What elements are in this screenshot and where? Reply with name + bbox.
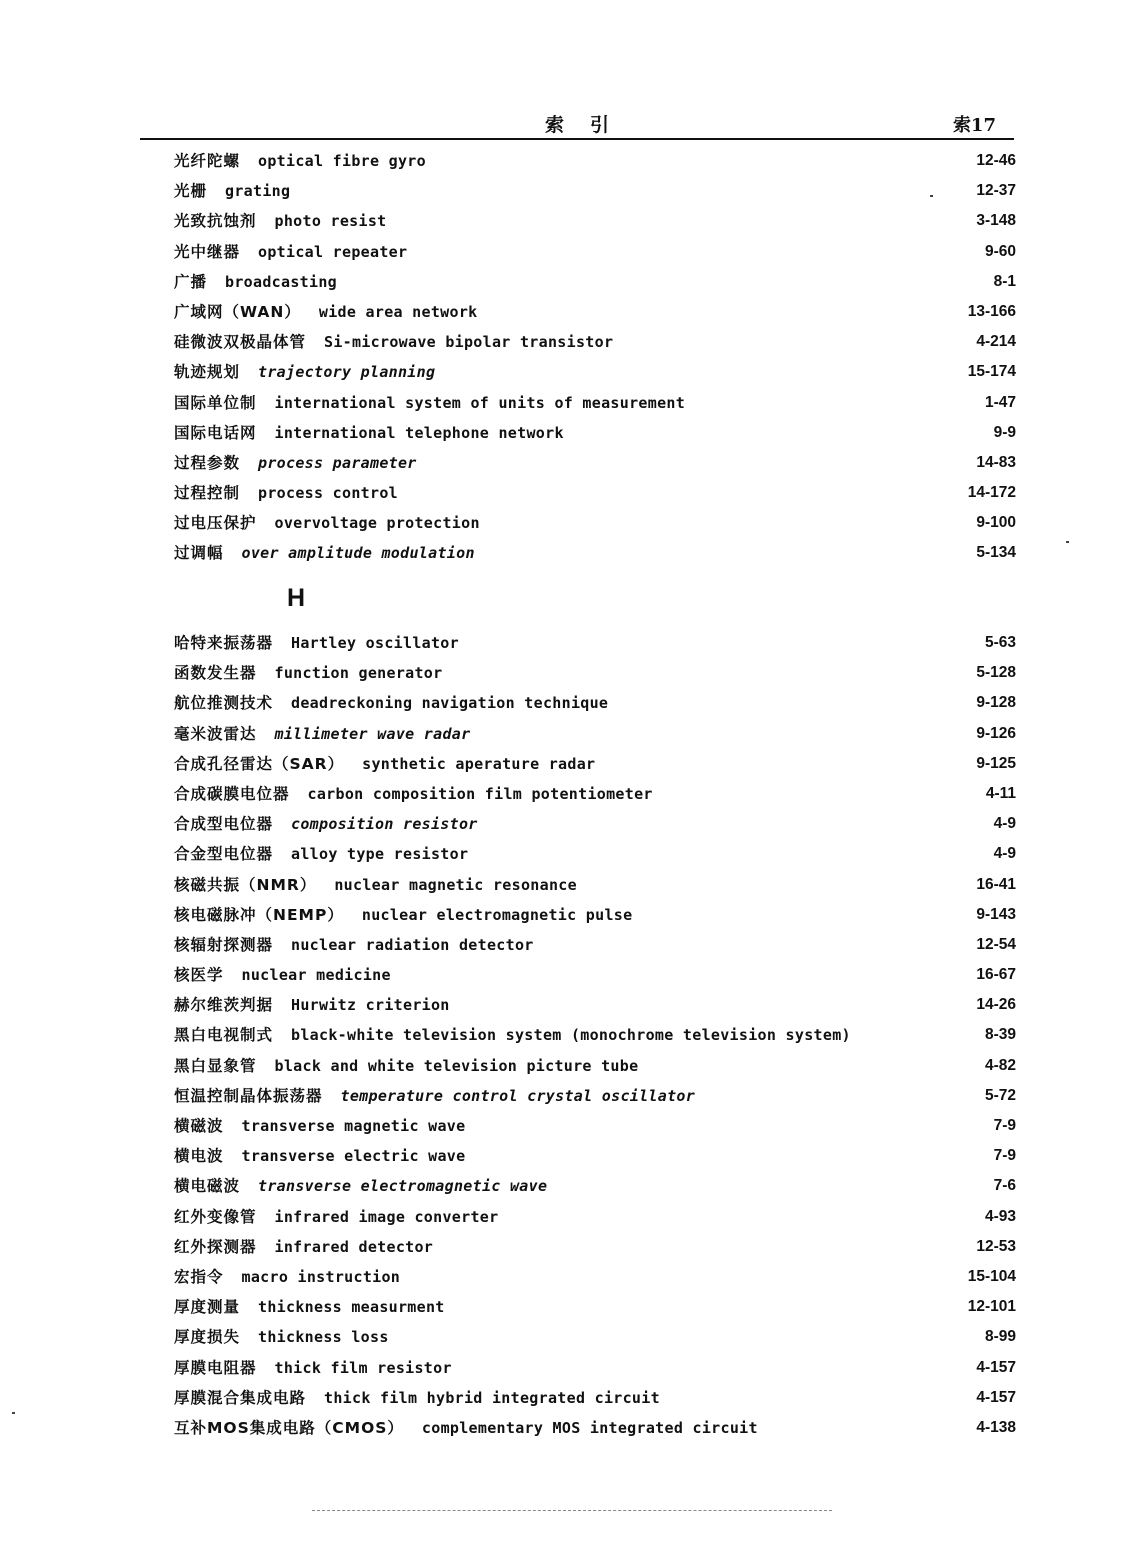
index-entry	[174, 237, 1016, 267]
entry-english-term: process control	[258, 484, 398, 503]
entry-chinese-term: 赫尔维茨判据	[174, 996, 274, 1015]
index-entry	[174, 809, 1016, 839]
header-title: 索引	[544, 114, 635, 136]
entry-page-reference: 8-39	[984, 1026, 1016, 1044]
entry-english-term: thick film resistor	[274, 1358, 452, 1377]
entry-chinese-term: 厚度损失	[174, 1328, 241, 1347]
entry-chinese-term: 黑白电视制式	[174, 1026, 274, 1045]
index-entry	[174, 930, 1016, 960]
index-entry	[174, 1353, 1016, 1383]
index-entry	[174, 1202, 1016, 1232]
entry-page-reference: 4-82	[984, 1056, 1016, 1074]
entry-page-reference: 1-47	[984, 393, 1016, 411]
index-entry	[174, 779, 1016, 809]
entry-english-term: international telephone network	[274, 423, 564, 442]
entry-chinese-term: 横电波	[174, 1147, 224, 1166]
index-entry	[174, 448, 1016, 478]
entry-chinese-term: 毫米波雷达	[174, 724, 257, 743]
entry-english-term: broadcasting	[225, 272, 337, 291]
entry-chinese-term: 光栅	[174, 182, 208, 201]
index-entry	[174, 1081, 1016, 1111]
entry-chinese-term: 过电压保护	[174, 514, 257, 533]
entry-page-reference: 9-128	[976, 694, 1016, 712]
index-entry	[174, 839, 1016, 869]
index-entry	[174, 1322, 1016, 1352]
index-entry	[174, 900, 1016, 930]
entry-page-reference: 12-101	[967, 1298, 1016, 1316]
entry-page-reference: 9-9	[993, 423, 1016, 441]
entry-page-reference: 13-166	[967, 302, 1016, 320]
entry-page-reference: 9-125	[976, 754, 1016, 772]
entry-chinese-term: 合成孔径雷达（SAR）	[174, 754, 345, 773]
entry-english-term: thickness measurment	[258, 1298, 445, 1317]
entry-chinese-term: 硅微波双极晶体管	[174, 333, 307, 352]
index-entry	[174, 870, 1016, 900]
entry-chinese-term: 光致抗蚀剂	[174, 212, 257, 231]
entry-english-term: temperature control crystal oscillator	[340, 1086, 696, 1105]
entry-english-term: nuclear magnetic resonance	[334, 875, 577, 894]
entry-chinese-term: 红外探测器	[174, 1237, 257, 1256]
entry-chinese-term: 光中继器	[174, 242, 241, 261]
entry-english-term: infrared detector	[274, 1237, 434, 1256]
index-entry	[174, 1262, 1016, 1292]
entry-english-term: infrared image converter	[274, 1207, 499, 1226]
entry-page-reference: 4-138	[976, 1418, 1016, 1436]
entry-page-reference: 16-67	[976, 966, 1016, 984]
entry-page-reference: 9-100	[976, 514, 1016, 532]
index-entry	[174, 146, 1016, 176]
entry-chinese-term: 核磁共振（NMR）	[174, 875, 317, 894]
entry-english-term: optical fibre gyro	[258, 152, 426, 170]
entry-chinese-term: 厚膜电阻器	[174, 1358, 257, 1377]
entry-page-reference: 8-99	[984, 1328, 1016, 1346]
index-entry	[174, 960, 1016, 990]
entry-chinese-term: 航位推测技术	[174, 694, 274, 713]
index-entry	[174, 1292, 1016, 1322]
entry-english-term: black-white television system (monochrome television system)	[291, 1026, 851, 1045]
index-entry	[174, 1171, 1016, 1201]
index-entry	[174, 1020, 1016, 1050]
entry-chinese-term: 过程参数	[174, 453, 241, 472]
entry-english-term: process parameter	[258, 453, 417, 472]
entry-english-term: over amplitude modulation	[241, 544, 475, 563]
bottom-rule	[312, 1510, 832, 1511]
entry-english-term: macro instruction	[241, 1267, 401, 1286]
entry-english-term: international system of units of measurement	[274, 393, 686, 412]
entry-page-reference: 3-148	[976, 212, 1016, 230]
index-entry	[174, 538, 1016, 568]
entry-page-reference: 4-11	[985, 784, 1016, 802]
entry-english-term: Hurwitz criterion	[291, 996, 450, 1015]
scan-speck	[930, 195, 933, 197]
entry-page-reference: 4-214	[976, 333, 1016, 351]
entry-english-term: transverse magnetic wave	[241, 1117, 466, 1135]
entry-page-reference: 14-26	[976, 996, 1016, 1014]
entry-english-term: black and white television picture tube	[274, 1056, 639, 1075]
index-entry	[174, 1383, 1016, 1413]
entry-chinese-term: 国际电话网	[174, 423, 257, 442]
entry-chinese-term: 合成碳膜电位器	[174, 784, 290, 803]
entry-page-reference: 4-9	[993, 845, 1016, 863]
entry-page-reference: 8-1	[993, 272, 1016, 290]
entry-chinese-term: 互补MOS集成电路（CMOS）	[174, 1418, 404, 1437]
entry-chinese-term: 红外变像管	[174, 1207, 257, 1226]
entry-english-term: grating	[225, 182, 291, 201]
entry-page-reference: 9-143	[976, 905, 1016, 923]
index-entry	[174, 658, 1016, 688]
entry-english-term: composition resistor	[291, 815, 478, 834]
index-entry	[174, 688, 1016, 718]
entry-chinese-term: 合成型电位器	[174, 815, 274, 834]
entry-english-term: nuclear radiation detector	[291, 935, 534, 954]
entry-page-reference: 5-128	[976, 664, 1016, 682]
entry-page-reference: 5-134	[976, 544, 1016, 562]
entry-chinese-term: 国际单位制	[174, 393, 257, 412]
entry-chinese-term: 光纤陀螺	[174, 152, 241, 170]
entry-english-term: millimeter wave radar	[274, 724, 471, 743]
entry-english-term: alloy type resistor	[291, 845, 469, 864]
entry-english-term: trajectory planning	[258, 363, 436, 382]
index-entry	[174, 176, 1016, 206]
entry-page-reference: 4-157	[976, 1388, 1016, 1406]
entry-chinese-term: 核医学	[174, 966, 224, 985]
entry-page-reference: 5-63	[984, 634, 1016, 651]
entry-chinese-term: 横磁波	[174, 1117, 224, 1135]
entry-page-reference: 12-54	[976, 935, 1016, 953]
entry-page-reference: 7-6	[993, 1177, 1016, 1195]
header-page-number: 索17	[952, 115, 996, 136]
entry-english-term: carbon composition film potentiometer	[307, 784, 653, 803]
index-entry	[174, 357, 1016, 387]
entry-page-reference: 5-72	[984, 1086, 1016, 1104]
index-entry	[174, 1051, 1016, 1081]
index-entry	[174, 1111, 1016, 1141]
scan-speck	[1066, 541, 1069, 543]
entry-chinese-term: 宏指令	[174, 1267, 224, 1286]
entry-page-reference: 4-157	[976, 1358, 1016, 1376]
entry-page-reference: 4-93	[984, 1207, 1016, 1225]
index-entry	[174, 1141, 1016, 1171]
index-entry	[174, 478, 1016, 508]
entry-english-term: overvoltage protection	[274, 514, 480, 533]
entry-chinese-term: 广域网（WAN）	[174, 302, 301, 321]
entry-page-reference: 14-83	[976, 453, 1016, 471]
entry-page-reference: 12-53	[976, 1237, 1016, 1255]
index-entry	[174, 990, 1016, 1020]
entry-page-reference: 15-104	[967, 1267, 1016, 1285]
index-entry	[174, 418, 1016, 448]
index-entry	[174, 508, 1016, 538]
entry-english-term: function generator	[274, 664, 443, 683]
entry-english-term: thickness loss	[258, 1328, 389, 1347]
entry-page-reference: 9-126	[976, 724, 1016, 742]
index-entry	[174, 206, 1016, 236]
entry-chinese-term: 过程控制	[174, 484, 241, 503]
entry-chinese-term: 轨迹规划	[174, 363, 241, 382]
entry-page-reference: 16-41	[976, 875, 1016, 893]
index-group-g	[174, 146, 1016, 569]
entry-english-term: Hartley oscillator	[291, 634, 459, 652]
entry-chinese-term: 核电磁脉冲（NEMP）	[174, 905, 344, 924]
entry-english-term: transverse electromagnetic wave	[258, 1177, 548, 1196]
index-entry	[174, 1413, 1016, 1443]
entry-chinese-term: 横电磁波	[174, 1177, 241, 1196]
entry-chinese-term: 广播	[174, 272, 208, 291]
entry-chinese-term: 恒温控制晶体振荡器	[174, 1086, 323, 1105]
entry-page-reference: 12-37	[976, 182, 1016, 200]
entry-english-term: transverse electric wave	[241, 1147, 466, 1166]
index-entry	[174, 388, 1016, 418]
entry-page-reference: 12-46	[976, 152, 1016, 169]
entry-chinese-term: 过调幅	[174, 544, 224, 563]
entry-chinese-term: 厚膜混合集成电路	[174, 1388, 307, 1407]
entry-chinese-term: 厚度测量	[174, 1298, 241, 1317]
entry-english-term: nuclear electromagnetic pulse	[361, 905, 633, 924]
entry-english-term: nuclear medicine	[241, 966, 391, 985]
section-letter-h: H	[287, 584, 306, 612]
index-entry	[174, 297, 1016, 327]
entry-page-reference: 15-174	[967, 363, 1016, 381]
entry-english-term: Si-microwave bipolar transistor	[324, 333, 614, 352]
index-entry	[174, 749, 1016, 779]
index-entry	[174, 267, 1016, 297]
entry-chinese-term: 函数发生器	[174, 664, 257, 683]
entry-english-term: complementary MOS integrated circuit	[421, 1418, 758, 1437]
entry-page-reference: 9-60	[984, 242, 1016, 260]
entry-english-term: synthetic aperature radar	[362, 754, 596, 773]
index-entry	[174, 1232, 1016, 1262]
index-entry	[174, 628, 1016, 658]
index-group-h	[174, 628, 1016, 1443]
running-header	[140, 106, 1014, 140]
index-entry	[174, 327, 1016, 357]
entry-chinese-term: 黑白显象管	[174, 1056, 257, 1075]
entry-english-term: optical repeater	[258, 242, 408, 261]
entry-page-reference: 7-9	[993, 1147, 1016, 1165]
entry-page-reference: 14-172	[967, 484, 1016, 502]
entry-chinese-term: 核辐射探测器	[174, 935, 274, 954]
scan-speck	[12, 1412, 15, 1414]
entry-english-term: wide area network	[318, 302, 478, 321]
entry-page-reference: 4-9	[993, 815, 1016, 833]
entry-english-term: thick film hybrid integrated circuit	[324, 1388, 660, 1407]
entry-page-reference: 7-9	[993, 1117, 1016, 1134]
index-entry	[174, 719, 1016, 749]
entry-english-term: photo resist	[274, 212, 387, 231]
entry-chinese-term: 哈特来振荡器	[174, 634, 274, 652]
entry-english-term: deadreckoning navigation technique	[291, 694, 609, 713]
entry-chinese-term: 合金型电位器	[174, 845, 274, 864]
